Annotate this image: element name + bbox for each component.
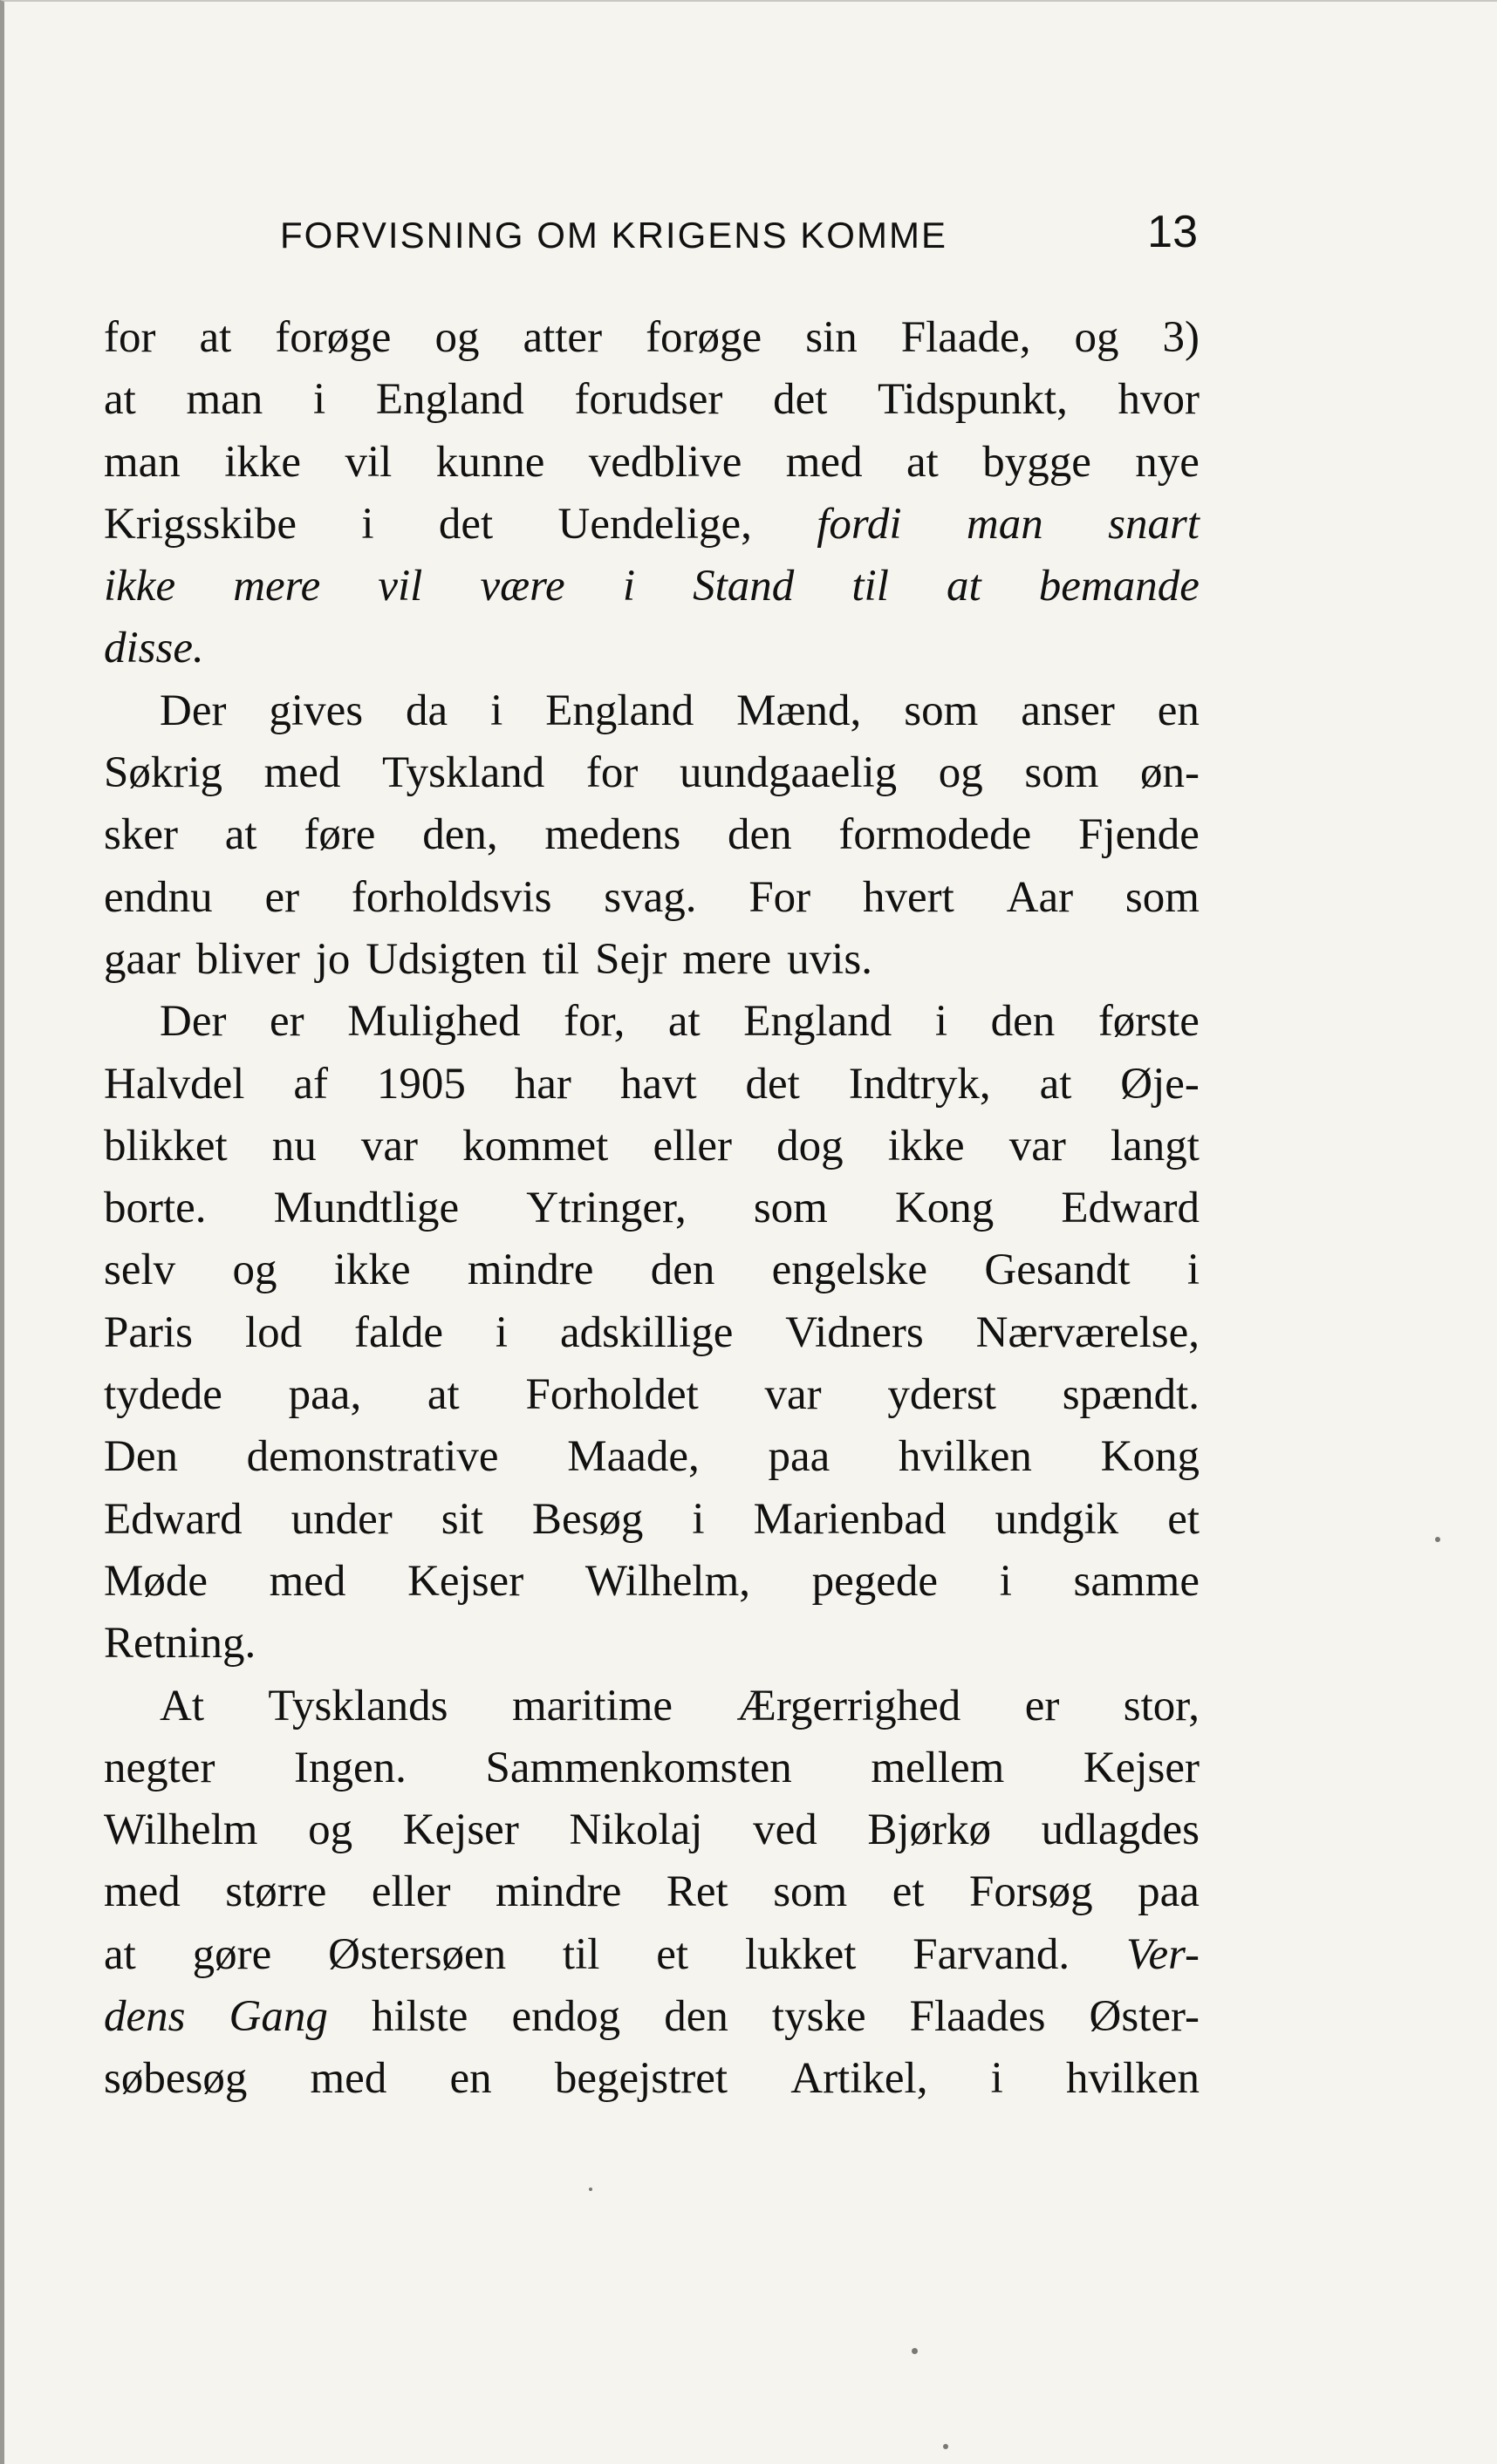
- word: uvis.: [787, 934, 872, 984]
- word: sit: [441, 1494, 483, 1544]
- word: Nærværelse,: [975, 1307, 1200, 1357]
- print-speck: [1435, 1537, 1440, 1542]
- word: anser: [1021, 686, 1115, 735]
- text-line: [104, 1924, 1200, 1986]
- word: og: [1074, 313, 1119, 362]
- word: at: [199, 313, 232, 362]
- word: blikket: [104, 1121, 228, 1171]
- print-speck: [589, 2188, 592, 2191]
- word: til: [542, 934, 580, 984]
- word: den: [990, 997, 1056, 1047]
- word: Stand: [693, 562, 795, 611]
- word: i: [990, 2054, 1003, 2104]
- word: ikke: [887, 1121, 965, 1171]
- print-speck: [943, 2444, 948, 2449]
- word: gøre: [192, 1929, 272, 1979]
- word: yderst: [887, 1370, 996, 1420]
- word: søbesøg: [104, 2054, 248, 2104]
- word: engelske: [771, 1246, 928, 1295]
- word: At: [160, 1681, 204, 1730]
- word: til: [562, 1929, 600, 1979]
- word: undgik: [995, 1494, 1119, 1544]
- word: en: [449, 2054, 492, 2104]
- word: Den: [104, 1432, 178, 1482]
- word: med: [785, 437, 863, 487]
- word: Ret: [666, 1867, 728, 1917]
- word: den: [664, 1992, 728, 2042]
- word: lukket: [744, 1929, 857, 1979]
- word: man: [186, 375, 263, 425]
- word: spændt.: [1062, 1370, 1200, 1420]
- word: formodede: [838, 810, 1032, 860]
- word: og: [434, 313, 480, 362]
- word: det: [773, 375, 828, 425]
- word: en: [1157, 686, 1200, 735]
- word: i: [1186, 1246, 1200, 1295]
- word: kommet: [462, 1121, 609, 1171]
- word: hvilken: [898, 1432, 1032, 1482]
- word: Kejser: [402, 1805, 519, 1855]
- text-line: [104, 1302, 1200, 1364]
- word: England: [743, 997, 892, 1047]
- word: for: [104, 313, 156, 362]
- word: Besøg: [531, 1494, 644, 1544]
- word: Flaade,: [900, 313, 1031, 362]
- word: at: [104, 375, 136, 425]
- text-line: [104, 556, 1200, 618]
- text-line: [104, 494, 1200, 556]
- word: var: [1008, 1121, 1066, 1171]
- word: som: [904, 686, 979, 735]
- word: eller: [653, 1121, 733, 1171]
- word: bygge: [982, 437, 1091, 487]
- word: i: [490, 686, 503, 735]
- word: da: [406, 686, 448, 735]
- word: dens: [104, 1992, 186, 2042]
- word: er: [264, 872, 300, 922]
- word: Kejser: [407, 1556, 524, 1606]
- word: hvert: [863, 872, 954, 922]
- word: Forholdet: [525, 1370, 699, 1420]
- word: Sejr: [595, 934, 667, 984]
- word: kunne: [435, 437, 545, 487]
- word: har: [514, 1059, 571, 1109]
- word: som: [753, 1184, 828, 1233]
- word: paa,: [288, 1370, 362, 1420]
- word: som: [1124, 872, 1200, 922]
- word: udlagdes: [1041, 1805, 1200, 1855]
- word: Maade,: [567, 1432, 700, 1482]
- running-title: FORVISNING OM KRIGENS KOMME: [280, 215, 947, 256]
- word: Mundtlige: [273, 1184, 460, 1233]
- word: paa: [1138, 1867, 1200, 1917]
- word: føre: [304, 810, 376, 860]
- word: at: [667, 997, 701, 1047]
- word: ikke: [104, 562, 176, 611]
- word: Der: [160, 686, 227, 735]
- word: med: [263, 748, 341, 798]
- text-line: [104, 307, 1200, 369]
- word: sker: [104, 810, 178, 860]
- word: den: [650, 1246, 715, 1295]
- word: Ærgerrighed: [736, 1681, 961, 1730]
- text-line: [104, 618, 1200, 679]
- word: at: [427, 1370, 460, 1420]
- word: være: [480, 562, 565, 611]
- word: Der: [160, 997, 227, 1047]
- word: Edward: [1061, 1184, 1200, 1233]
- word: Krigsskibe: [104, 499, 297, 549]
- word: Sammenkomsten: [485, 1743, 792, 1792]
- word: under: [291, 1494, 393, 1544]
- word: Kong: [894, 1184, 995, 1233]
- word: disse.: [104, 624, 204, 673]
- word: Møde: [104, 1556, 208, 1606]
- word: ikke: [333, 1246, 411, 1295]
- word: jo: [315, 934, 351, 984]
- word: mere: [233, 562, 321, 611]
- word: Wilhelm: [104, 1805, 258, 1855]
- word: i: [934, 997, 948, 1047]
- word: vil: [378, 562, 423, 611]
- word: Halvdel: [104, 1059, 245, 1109]
- word: Øje-: [1120, 1059, 1200, 1109]
- word: mellem: [871, 1743, 1005, 1792]
- word: atter: [523, 313, 603, 362]
- word: som: [773, 1867, 848, 1917]
- word: Farvand.: [913, 1929, 1070, 1979]
- word: endog: [511, 1992, 621, 2042]
- word: for: [585, 748, 639, 798]
- word: maritime: [511, 1681, 673, 1730]
- word: England: [545, 686, 694, 735]
- text-line: [104, 1426, 1200, 1488]
- word: Kong: [1100, 1432, 1200, 1482]
- word: Artikel,: [790, 2054, 928, 2104]
- word: uundgaaelig: [679, 748, 898, 798]
- text-line: [104, 1676, 1200, 1737]
- word: man: [104, 437, 181, 487]
- word: selv: [104, 1246, 176, 1295]
- text-line: [104, 1799, 1200, 1861]
- word: et: [1167, 1494, 1200, 1544]
- text-line: [104, 1054, 1200, 1116]
- page-header: [280, 209, 1198, 262]
- text-line: [104, 1489, 1200, 1551]
- word: Gang: [229, 1992, 328, 2042]
- word: hvilken: [1065, 2054, 1200, 2104]
- word: paa: [768, 1432, 831, 1482]
- word: fordi: [817, 499, 902, 549]
- word: 3): [1162, 313, 1200, 362]
- text-line: [104, 680, 1200, 742]
- text-line: [104, 1551, 1200, 1613]
- word: England: [375, 375, 524, 425]
- text-line: [104, 1177, 1200, 1239]
- word: gaar: [104, 934, 181, 984]
- word: er: [1024, 1681, 1060, 1730]
- word: Fjende: [1078, 810, 1200, 860]
- word: Mænd,: [736, 686, 862, 735]
- word: Retning.: [104, 1619, 256, 1669]
- word: Øster-: [1089, 1992, 1200, 2042]
- word: den,: [422, 810, 498, 860]
- text-line: [104, 1861, 1200, 1923]
- word: havt: [619, 1059, 697, 1109]
- word: Ytringer,: [526, 1184, 687, 1233]
- word: bemande: [1038, 562, 1200, 611]
- body-text: [104, 307, 1200, 2111]
- word: hvor: [1118, 375, 1200, 425]
- word: med: [310, 2054, 387, 2104]
- word: og: [232, 1246, 277, 1295]
- word: øn-: [1140, 748, 1200, 798]
- word: svag.: [604, 872, 697, 922]
- word: dog: [776, 1121, 844, 1171]
- word: med: [104, 1867, 181, 1917]
- word: begejstret: [554, 2054, 728, 2104]
- word: nye: [1135, 437, 1200, 487]
- word: medens: [544, 810, 681, 860]
- word: Ingen.: [294, 1743, 407, 1792]
- word: det: [438, 499, 494, 549]
- text-line: [104, 867, 1200, 929]
- word: Tidspunkt,: [878, 375, 1068, 425]
- word: af: [293, 1059, 328, 1109]
- word: tydede: [104, 1370, 222, 1420]
- word: at: [104, 1929, 136, 1979]
- word: er: [270, 997, 304, 1047]
- text-line: [104, 1737, 1200, 1799]
- word: Østersøen: [328, 1929, 507, 1979]
- word: nu: [271, 1121, 317, 1171]
- word: at: [224, 810, 257, 860]
- word: sin: [805, 313, 858, 362]
- text-line: [104, 2048, 1200, 2110]
- word: Paris: [104, 1307, 193, 1357]
- text-line: [104, 1116, 1200, 1177]
- word: mere: [682, 934, 772, 984]
- word: man: [966, 499, 1043, 549]
- word: langt: [1110, 1121, 1200, 1171]
- word: For: [748, 872, 811, 922]
- word: Marienbad: [753, 1494, 947, 1544]
- text-line: [104, 929, 1200, 991]
- word: i: [999, 1556, 1012, 1606]
- word: Vidners: [785, 1307, 924, 1357]
- text-line: [104, 804, 1200, 866]
- word: i: [692, 1494, 705, 1544]
- word: mindre: [467, 1246, 594, 1295]
- word: at: [947, 562, 981, 611]
- word: og: [308, 1805, 353, 1855]
- text-line: [104, 991, 1200, 1053]
- word: var: [764, 1370, 822, 1420]
- word: mindre: [495, 1867, 622, 1917]
- word: Tysklands: [268, 1681, 448, 1730]
- word: hilste: [371, 1992, 468, 2042]
- word: Søkrig: [104, 748, 223, 798]
- word: den: [727, 810, 792, 860]
- word: tyske: [771, 1992, 866, 2042]
- word: stor,: [1123, 1681, 1200, 1730]
- word: demonstrative: [246, 1432, 499, 1482]
- word: Kejser: [1083, 1743, 1200, 1792]
- word: Flaades: [909, 1992, 1046, 2042]
- word: Uendelige,: [557, 499, 752, 549]
- word: Udsigten: [366, 934, 527, 984]
- word: eller: [371, 1867, 451, 1917]
- word: gives: [269, 686, 364, 735]
- text-line: [104, 432, 1200, 494]
- word: i: [495, 1307, 509, 1357]
- word: større: [225, 1867, 327, 1917]
- word: Indtryk,: [848, 1059, 991, 1109]
- text-line: [104, 1364, 1200, 1426]
- word: et: [892, 1867, 925, 1917]
- word: vil: [345, 437, 393, 487]
- word: Tyskland: [382, 748, 545, 798]
- word: 1905: [376, 1059, 466, 1109]
- word: som: [1024, 748, 1099, 798]
- word: i: [312, 375, 326, 425]
- word: Ver-: [1125, 1929, 1200, 1979]
- print-speck: [912, 2348, 918, 2354]
- word: at: [1039, 1059, 1072, 1109]
- word: Aar: [1006, 872, 1074, 922]
- word: samme: [1073, 1556, 1200, 1606]
- word: bliver: [195, 934, 300, 984]
- word: Edward: [104, 1494, 243, 1544]
- word: var: [360, 1121, 419, 1171]
- word: Gesandt: [984, 1246, 1131, 1295]
- word: forudser: [574, 375, 723, 425]
- word: ved: [753, 1805, 817, 1855]
- word: i: [361, 499, 374, 549]
- word: for,: [564, 997, 625, 1047]
- word: Mulighed: [347, 997, 521, 1047]
- text-line: [104, 1239, 1200, 1301]
- text-line: [104, 1986, 1200, 2048]
- word: pegede: [811, 1556, 939, 1606]
- page-number: 13: [1147, 207, 1198, 257]
- word: adskillige: [560, 1307, 734, 1357]
- word: første: [1097, 997, 1200, 1047]
- word: at: [906, 437, 939, 487]
- word: forøge: [275, 313, 392, 362]
- word: til: [851, 562, 889, 611]
- word: borte.: [104, 1184, 207, 1233]
- word: Forsøg: [968, 1867, 1093, 1917]
- word: et: [656, 1929, 689, 1979]
- word: snart: [1108, 499, 1200, 549]
- word: det: [745, 1059, 800, 1109]
- word: Bjørkø: [867, 1805, 992, 1855]
- word: vedblive: [588, 437, 742, 487]
- text-line: [104, 742, 1200, 804]
- word: med: [269, 1556, 346, 1606]
- word: og: [938, 748, 983, 798]
- word: endnu: [104, 872, 213, 922]
- word: Nikolaj: [569, 1805, 703, 1855]
- word: ikke: [224, 437, 302, 487]
- word: falde: [354, 1307, 443, 1357]
- word: negter: [104, 1743, 215, 1792]
- text-line: [104, 1613, 1200, 1675]
- text-line: [104, 369, 1200, 431]
- word: lod: [244, 1307, 303, 1357]
- word: i: [622, 562, 635, 611]
- word: forholdsvis: [351, 872, 552, 922]
- word: forøge: [646, 313, 762, 362]
- word: Wilhelm,: [584, 1556, 750, 1606]
